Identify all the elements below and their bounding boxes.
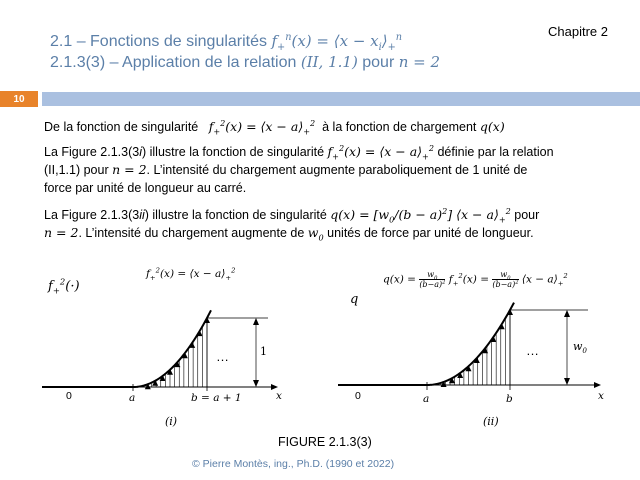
fig-ii-dim-arrow-bottom [564, 378, 570, 385]
subsection-title: 2.1.3(3) – Application de la relation (II, 1.1) pour n = 2 [50, 53, 441, 71]
fig-i-x-label: x [276, 390, 282, 402]
fig-ii-x-arrow [594, 382, 601, 388]
p2-formula: $f_+^2(x)$ = ⟨x − $a⟩_+^2$ [327, 142, 434, 162]
paragraph-1: De la fonction de singularité $f_+^2(x)$ = ⟨x − $a⟩_+^2$ à la fonction de chargement q(x) [44, 117, 505, 137]
fig-ii-formula: q(x) = $\frac{w_0}{(b-a)^2}$ $f_+^2(x)$ = $\frac{w_0}{(b-a)^2}$ ⟨x − $a⟩_+^2$ [383, 270, 568, 289]
fig-i-a-label: a [129, 392, 136, 404]
page-number: 10 [0, 91, 38, 107]
fig-i-formula: $f_+^2(x)$ = ⟨x − $a⟩_+^2$ [146, 266, 236, 283]
fig-ii-origin: 0 [355, 390, 361, 402]
fig-i-y-label: $f_+^2(\cdot)$ [48, 276, 80, 296]
section-title: 2.1 – Fonctions de singularités $f_+^n(x)$ = ⟨x − $x_i⟩_+^n$ [50, 32, 403, 53]
fig-ii-caption: (ii) [483, 415, 499, 428]
fig-ii-a-label: a [423, 393, 430, 405]
title-relation: (II, 1.1) [300, 53, 358, 71]
fig-ii-b-label: b [506, 393, 513, 405]
p1-q: q(x) [479, 119, 505, 134]
paragraph-2: La Figure 2.1.3(3i) illustre la fonction de singularité $f_+^2(x)$ = ⟨x − $a⟩_+^2$ définie par la relation (II,1.1) pour n = 2. L’intensité du chargement augmente paraboliquement de 1 unité de force par unité de longueur au carré. [44, 142, 554, 195]
fig-ii-dots: … [526, 343, 539, 358]
title-formula: $f_+^n(x)$ = ⟨x − $x_i⟩_+^n$ [271, 32, 403, 53]
title-n-value: n = 2 [398, 53, 441, 71]
fig-i-caption: (i) [165, 415, 178, 428]
fig-ii-hatch [432, 311, 510, 386]
paragraph-3: La Figure 2.1.3(3ii) illustre la fonction de singularité $q(x) = [w_0/(b - a)^2]$ ⟨x − $a⟩_+^2$ pour n = 2. L’intensité du chargement augmente de $w_0$ unités de force par unité de longueur. [44, 205, 540, 243]
fig-ii-arrows [441, 309, 513, 387]
fig-ii-y-label: q [350, 292, 359, 307]
fig-ii-height-label: $w_0$ [573, 340, 587, 356]
fig-i-height-label: 1 [260, 345, 267, 358]
p1-formula: $f_+^2(x)$ = ⟨x − $a⟩_+^2$ [208, 117, 316, 137]
fig-i-dots: … [216, 349, 229, 364]
fig-i-origin: 0 [66, 390, 72, 402]
figure-caption: FIGURE 2.1.3(3) [278, 435, 372, 449]
fig-i-b-label: b = a + 1 [191, 392, 242, 404]
p3-formula: $q(x) = [w_0/(b - a)^2]$ ⟨x − $a⟩_+^2$ [330, 205, 511, 225]
footer-copyright: © Pierre Montès, ing., Ph.D. (1990 et 2022) [192, 458, 395, 470]
fig-ii-dim-arrow-top [564, 310, 570, 317]
fig-ii-x-label: x [598, 390, 604, 402]
chapter-label: Chapitre 2 [548, 24, 608, 39]
